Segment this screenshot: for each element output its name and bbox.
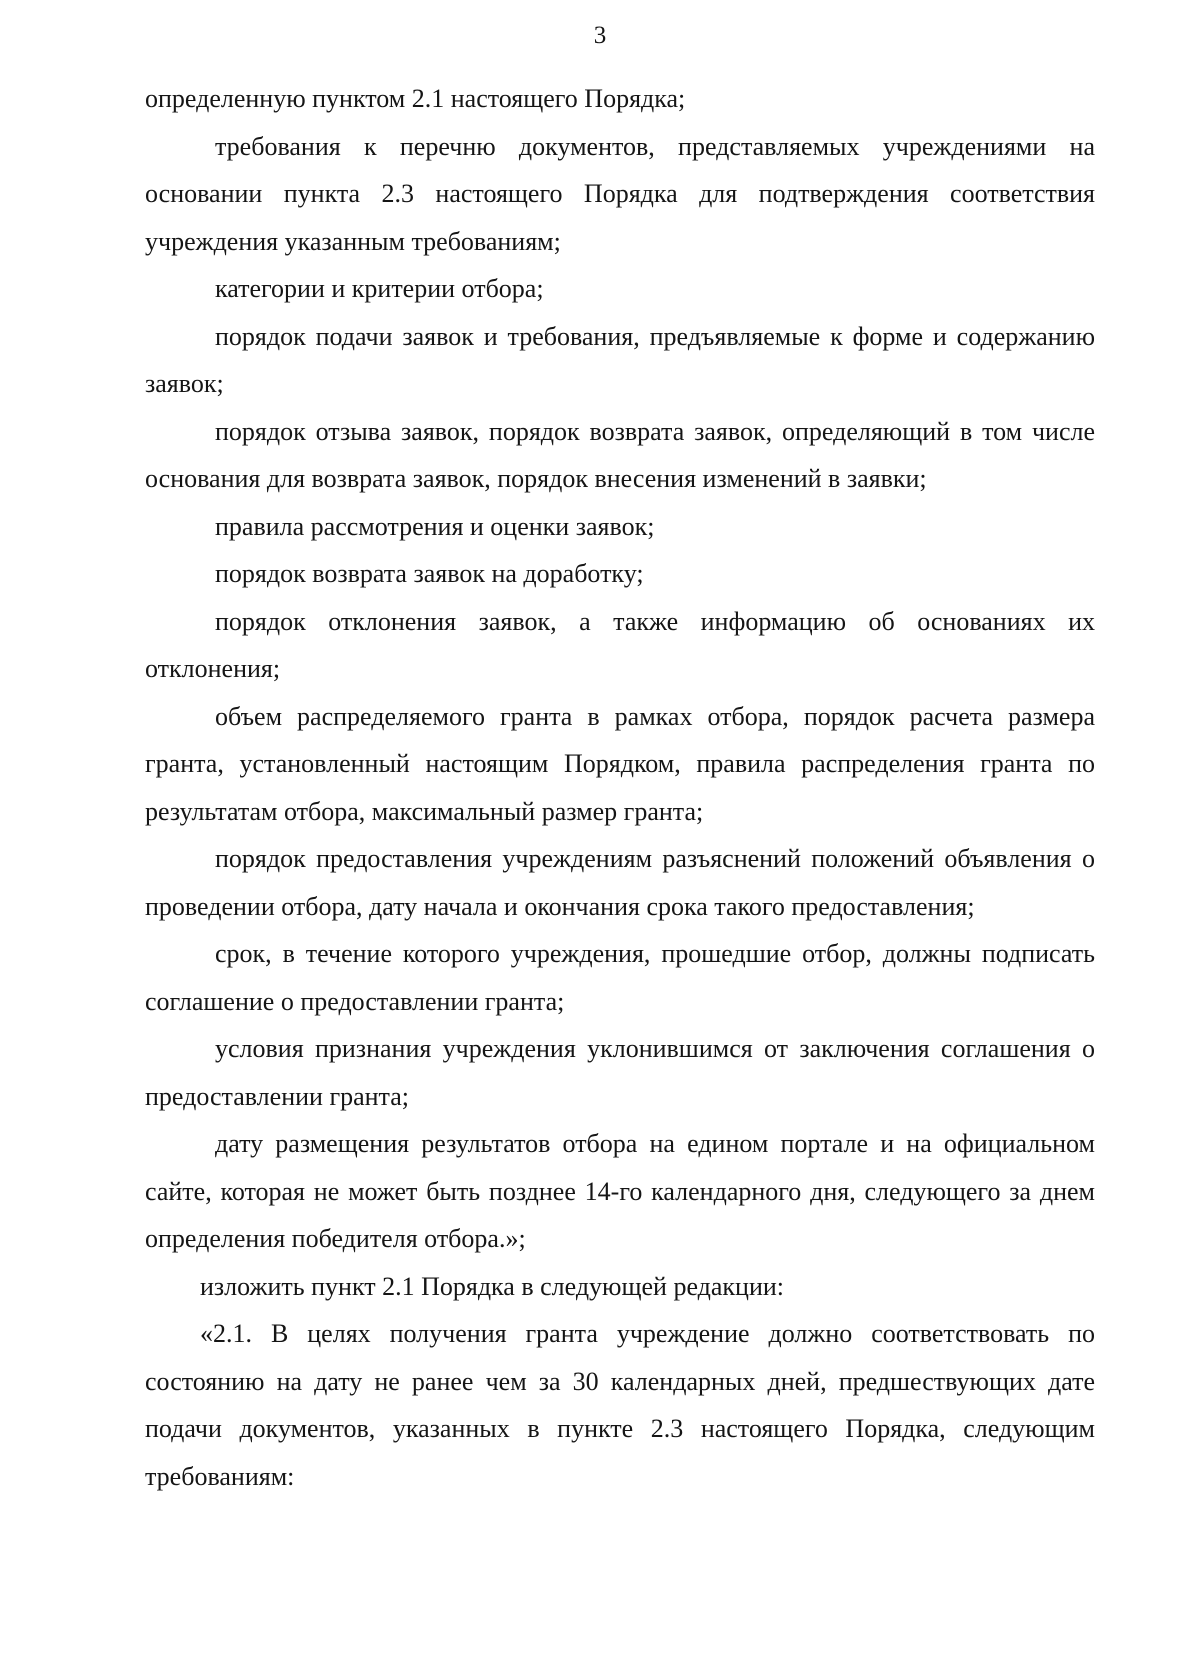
paragraph-6: правила рассмотрения и оценки заявок; — [215, 511, 655, 541]
paragraph-11: срок, в течение которого учреждения, прошедшие отбор, должны подписать соглашение о предоставлении гранта; — [145, 939, 1095, 1016]
paragraph-13: дату размещения результатов отбора на едином портале и на официальном сайте, которая не может быть позднее 14-го календарного дня, следующего за днем определения победителя отбора.»; — [145, 1129, 1095, 1253]
document-body — [145, 75, 1095, 1500]
paragraph-12: условия признания учреждения уклонившимся от заключения соглашения о предоставлении гранта; — [145, 1034, 1095, 1111]
paragraph-9: объем распределяемого гранта в рамках отбора, порядок расчета размера гранта, установленный настоящим Порядком, правила распределения гранта по результатам отбора, максимальный размер гранта; — [145, 701, 1095, 826]
paragraph-1: определенную пунктом 2.1 настоящего Порядка; — [145, 84, 686, 113]
paragraph-2: требования к перечню документов, представляемых учреждениями на основании пункта 2.3 настоящего Порядка для подтверждения соответствия учреждения указанным требованиям; — [145, 131, 1095, 256]
paragraph-15: «2.1. В целях получения гранта учреждение должно соответствовать по состоянию на дату не ранее чем за 30 календарных дней, предшествующих дате подачи документов, указанных в пункте 2.3 настоящего Порядка, следующим требованиям: — [145, 1319, 1095, 1491]
paragraph-4: порядок подачи заявок и требования, предъявляемые к форме и содержанию заявок; — [145, 321, 1095, 398]
page-number: 3 — [593, 22, 607, 49]
paragraph-10: порядок предоставления учреждениям разъяснений положений объявления о проведении отбора, дату начала и окончания срока такого предоставления; — [145, 844, 1095, 921]
paragraph-8: порядок отклонения заявок, а также информацию об основаниях их отклонения; — [145, 606, 1095, 683]
paragraph-14: изложить пункт 2.1 Порядка в следующей редакции: — [200, 1271, 785, 1301]
paragraph-5: порядок отзыва заявок, порядок возврата заявок, определяющий в том числе основания для возврата заявок, порядок внесения изменений в заявки; — [145, 416, 1095, 493]
paragraph-3: категории и критерии отбора; — [215, 274, 544, 303]
paragraph-7: порядок возврата заявок на доработку; — [215, 559, 644, 588]
